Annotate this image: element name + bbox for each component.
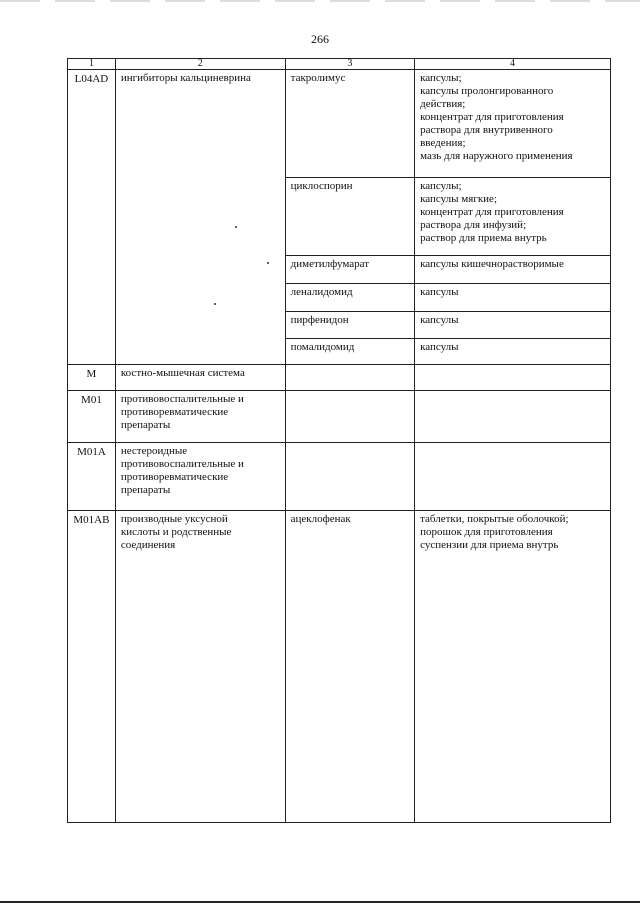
drug-name xyxy=(285,443,414,511)
drug-name: диметилфумарат xyxy=(285,256,414,284)
column-header: 3 xyxy=(285,59,414,70)
table-row xyxy=(68,70,611,178)
scan-artifact-top xyxy=(0,0,640,2)
dosage-forms xyxy=(415,365,611,391)
table-row xyxy=(68,391,611,443)
column-header: 4 xyxy=(415,59,611,70)
dosage-forms: капсулы xyxy=(415,312,611,339)
page-number: 266 xyxy=(311,32,329,46)
dosage-forms: капсулы кишечнорастворимые xyxy=(415,256,611,284)
scan-artifact-bottom xyxy=(0,899,640,905)
drug-table xyxy=(67,58,611,823)
drug-name: ацеклофенак xyxy=(285,511,414,823)
group-name: нестероидные противовоспалительные и противоревматические препараты xyxy=(115,443,285,511)
atc-code: M01 xyxy=(68,391,116,443)
group-name: ингибиторы кальциневрина xyxy=(115,70,285,365)
drug-name: циклоспорин xyxy=(285,178,414,256)
group-name: противовоспалительные и противоревматические препараты xyxy=(115,391,285,443)
atc-code: M xyxy=(68,365,116,391)
dosage-forms: капсулы; капсулы пролонгированного действия; концентрат для приготовления раствора для внутривенного введения; мазь для наружного применения xyxy=(415,70,611,178)
drug-name xyxy=(285,365,414,391)
table-row xyxy=(68,365,611,391)
dosage-forms: капсулы; капсулы мягкие; концентрат для приготовления раствора для инфузий; раствор для приема внутрь xyxy=(415,178,611,256)
table-row xyxy=(68,443,611,511)
atc-code: M01AB xyxy=(68,511,116,823)
atc-code: M01A xyxy=(68,443,116,511)
group-name: производные уксусной кислоты и родственные соединения xyxy=(115,511,285,823)
dosage-forms xyxy=(415,391,611,443)
column-header: 1 xyxy=(68,59,116,70)
dosage-forms: таблетки, покрытые оболочкой; порошок для приготовления суспензии для приема внутрь xyxy=(415,511,611,823)
dosage-forms: капсулы xyxy=(415,284,611,312)
scan-speck xyxy=(267,262,269,264)
column-header: 2 xyxy=(115,59,285,70)
drug-name: леналидомид xyxy=(285,284,414,312)
drug-name xyxy=(285,391,414,443)
scan-speck xyxy=(214,303,216,305)
table-row xyxy=(68,511,611,823)
drug-name: помалидомид xyxy=(285,339,414,365)
group-name: костно-мышечная система xyxy=(115,365,285,391)
atc-code: L04AD xyxy=(68,70,116,365)
drug-name: такролимус xyxy=(285,70,414,178)
dosage-forms: капсулы xyxy=(415,339,611,365)
table-header-row xyxy=(68,59,611,70)
scan-speck xyxy=(235,226,237,228)
drug-name: пирфенидон xyxy=(285,312,414,339)
dosage-forms xyxy=(415,443,611,511)
